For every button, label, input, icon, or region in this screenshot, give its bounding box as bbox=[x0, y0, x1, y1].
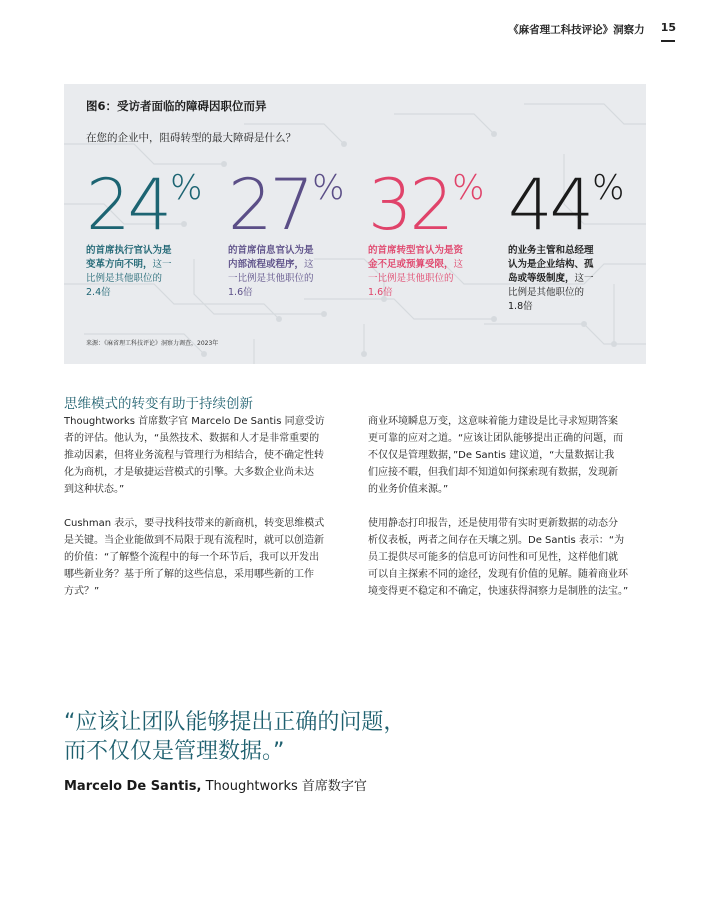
stat-bold-line: 的首席执行官认为是 bbox=[86, 245, 172, 256]
figure-title: 图6：受访者面临的障碍因职位而异 bbox=[86, 99, 267, 113]
stat-plain-line: 比例是其他职位的 bbox=[86, 273, 163, 284]
pull-quote bbox=[64, 708, 664, 766]
figure-panel bbox=[64, 84, 646, 364]
stat-value: 24 bbox=[86, 164, 170, 246]
stat-unit: % bbox=[170, 168, 203, 208]
paragraph bbox=[368, 515, 646, 600]
publication-title: 《麻省理工科技评论》洞察力 bbox=[508, 24, 645, 36]
stat-cio bbox=[228, 164, 360, 300]
text-line: 员工提供尽可能多的信息可访问性和可见性，这样他们就 bbox=[368, 552, 618, 563]
figure-source: 来源：《麻省理工科技评论》洞察力调查，2023年 bbox=[86, 340, 219, 347]
text-line: 析仪表板，两者之间存在天壤之别。De Santis 表示：“为 bbox=[368, 535, 625, 546]
text-line: 是关键。当企业能做到不局限于现有流程时，就可以创造新 bbox=[64, 535, 324, 546]
text-line: 商业环境瞬息万变，这意味着能力建设是比寻求短期答案 bbox=[368, 416, 618, 427]
text-line: 使用静态打印报告，还是使用带有实时更新数据的动态分 bbox=[368, 518, 618, 529]
stat-plain-line: 1.8倍 bbox=[508, 301, 533, 312]
stat-bold-line: 认为是企业结构、孤 bbox=[508, 259, 594, 270]
paragraph bbox=[368, 413, 646, 498]
stat-unit: % bbox=[592, 168, 625, 208]
stat-bold-line: 变革方向不明， bbox=[86, 259, 153, 270]
text-line: 不仅仅是管理数据，”De Santis 建议道，“大量数据让我 bbox=[368, 450, 615, 461]
text-line: Thoughtworks 首席数字官 Marcelo De Santis 同意受访 bbox=[64, 416, 325, 427]
text-line: Cushman 表示，要寻找科技带来的新商机，转变思维模式 bbox=[64, 518, 325, 529]
text-line: 哪些新业务？基于所了解的这些信息，采用哪些新的工作 bbox=[64, 569, 314, 580]
stat-ceo bbox=[86, 164, 218, 300]
stat-bold-line: 的业务主管和总经理 bbox=[508, 245, 594, 256]
paragraph bbox=[64, 413, 342, 498]
stat-plain-line: 一比例是其他职位的 bbox=[228, 273, 314, 284]
text-line: 推动因素，但将业务流程与管理行为相结合，使不确定性转 bbox=[64, 450, 324, 461]
stat-unit: % bbox=[452, 168, 485, 208]
stat-bold-line: 内部流程或程序， bbox=[228, 259, 305, 270]
text-line: 方式？” bbox=[64, 586, 100, 597]
stat-cto bbox=[368, 164, 500, 300]
stat-plain-line: 1.6倍 bbox=[368, 287, 393, 298]
text-line: 更可靠的应对之道。“应该让团队能够提出正确的问题，而 bbox=[368, 433, 624, 444]
page-number-block bbox=[661, 18, 676, 42]
text-line: 的价值：“了解整个流程中的每一个环节后，我可以开发出 bbox=[64, 552, 320, 563]
paragraph bbox=[64, 515, 342, 600]
stat-tail: 这一 bbox=[574, 273, 594, 284]
page-header bbox=[508, 18, 676, 42]
text-line: 境变得更不稳定和不确定，快速获得洞察力是制胜的法宝。” bbox=[368, 586, 629, 597]
stat-plain-line: 1.6倍 bbox=[228, 287, 253, 298]
stat-unit: % bbox=[312, 168, 345, 208]
left-column bbox=[64, 413, 342, 600]
stat-bold-line: 岛或等级制度， bbox=[508, 273, 575, 284]
figure-question: 在您的企业中，阻碍转型的最大障碍是什么？ bbox=[86, 132, 296, 144]
text-line: 到这种状态。” bbox=[64, 484, 125, 495]
page-number: 15 bbox=[660, 21, 676, 34]
right-column bbox=[368, 413, 646, 600]
stat-plain-line: 一比例是其他职位的 bbox=[368, 273, 454, 284]
stat-bold-line: 金不足或预算受限， bbox=[368, 259, 454, 270]
text-line: 们应接不暇，但我们却不知道如何探索现有数据，发现新 bbox=[368, 467, 618, 478]
stat-plain-line: 比例是其他职位的 bbox=[508, 287, 585, 298]
stat-bold-line: 的首席信息官认为是 bbox=[228, 245, 314, 256]
text-line: 可以自主探索不同的途径，发现有价值的见解。随着商业环 bbox=[368, 569, 628, 580]
stat-bold-line: 的首席转型官认为是资 bbox=[368, 245, 464, 256]
text-line: 化为商机，才是敏捷运营模式的引擎。大多数企业尚未达 bbox=[64, 467, 314, 478]
quote-line: 而不仅仅是管理数据。” bbox=[64, 739, 285, 764]
stat-value: 44 bbox=[508, 164, 592, 246]
text-line: 者的评估。他认为，“虽然技术、数据和人才是非常重要的 bbox=[64, 433, 320, 444]
stat-value: 27 bbox=[228, 164, 312, 246]
quote-attribution bbox=[64, 775, 367, 794]
stat-tail: 这 bbox=[304, 259, 314, 270]
author-name: Marcelo De Santis, bbox=[64, 779, 202, 794]
author-title: Thoughtworks 首席数字官 bbox=[201, 779, 367, 794]
quote-line: “应该让团队能够提出正确的问题， bbox=[64, 710, 406, 735]
section-heading: 思维模式的转变有助于持续创新 bbox=[64, 396, 253, 412]
page-number-rule bbox=[661, 40, 675, 42]
stat-plain-line: 2.4倍 bbox=[86, 287, 111, 298]
stat-value: 32 bbox=[368, 164, 452, 246]
stat-business-leaders bbox=[508, 164, 640, 314]
text-line: 的业务价值来源。” bbox=[368, 484, 449, 495]
stat-tail: 这 bbox=[453, 259, 464, 270]
stat-tail: 这一 bbox=[152, 259, 172, 270]
